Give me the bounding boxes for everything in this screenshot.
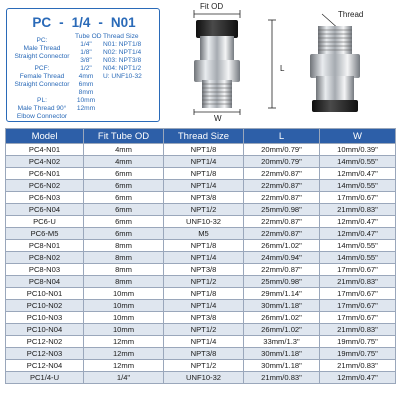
cell-model: PC12-N03 [6, 348, 84, 360]
tube-od-value: 6mm [78, 81, 94, 88]
cell-thread-size: UNF10-32 [164, 216, 244, 228]
cell-fit-tube-od: 6mm [84, 228, 164, 240]
cell-l: 30mm/1.18" [244, 348, 320, 360]
dimension-table [5, 128, 396, 384]
type-pc-code: PC: [36, 37, 48, 44]
cell-fit-tube-od: 10mm [84, 300, 164, 312]
thread-size-value: N04: NPT1/2 [103, 65, 142, 72]
cell-l: 21mm/0.83" [244, 372, 320, 384]
cell-model: PC6-N01 [6, 168, 84, 180]
cell-model: PC6-M5 [6, 228, 84, 240]
cell-l: 20mm/0.79" [244, 156, 320, 168]
cell-fit-tube-od: 8mm [84, 276, 164, 288]
cell-thread-size: NPT1/2 [164, 276, 244, 288]
cell-thread-size: NPT1/4 [164, 336, 244, 348]
table-row [6, 276, 396, 288]
cell-fit-tube-od: 4mm [84, 156, 164, 168]
thread-label: Thread [338, 10, 364, 19]
cell-model: PC6-U [6, 216, 84, 228]
cell-fit-tube-od: 4mm [84, 144, 164, 156]
table-row [6, 264, 396, 276]
type-pl-code: PL: [37, 97, 47, 104]
tube-od-value: 3/8" [80, 57, 92, 64]
model-code-title [7, 13, 161, 31]
cell-w: 14mm/0.55" [320, 156, 396, 168]
table-row [6, 144, 396, 156]
cell-w: 17mm/0.67" [320, 288, 396, 300]
table-row [6, 228, 396, 240]
cell-thread-size: NPT3/8 [164, 192, 244, 204]
code-part-dash-2: - [98, 14, 103, 30]
table-row [6, 156, 396, 168]
cell-thread-size: NPT3/8 [164, 312, 244, 324]
cell-l: 22mm/0.87" [244, 192, 320, 204]
tube-od-value: 4mm [78, 73, 94, 80]
code-part-dash-1: - [59, 14, 64, 30]
cell-fit-tube-od: 12mm [84, 336, 164, 348]
cell-w: 17mm/0.67" [320, 192, 396, 204]
table-row [6, 168, 396, 180]
thread-size-value: N03: NPT3/8 [103, 57, 142, 64]
w-label: W [214, 114, 222, 123]
thread-size-value: N02: NPT1/4 [103, 49, 142, 56]
cell-thread-size: NPT1/8 [164, 288, 244, 300]
fit-od-label: Fit OD [200, 2, 224, 11]
cell-l: 30mm/1.18" [244, 360, 320, 372]
cell-l: 22mm/0.87" [244, 264, 320, 276]
cell-thread-size: NPT1/4 [164, 180, 244, 192]
tube-od-value: 12mm [76, 105, 96, 112]
type-pc-line2: Straight Connector [14, 53, 70, 60]
cell-model: PC1/4-U [6, 372, 84, 384]
cell-fit-tube-od: 8mm [84, 240, 164, 252]
table-row [6, 288, 396, 300]
table-row [6, 300, 396, 312]
cell-thread-size: NPT1/8 [164, 144, 244, 156]
col-header-l: L [244, 129, 320, 144]
tube-od-header: Tube OD [75, 33, 102, 40]
cell-fit-tube-od: 6mm [84, 216, 164, 228]
cell-w: 21mm/0.83" [320, 360, 396, 372]
cell-w: 21mm/0.83" [320, 324, 396, 336]
cell-thread-size: NPT1/4 [164, 156, 244, 168]
cell-thread-size: NPT1/2 [164, 360, 244, 372]
spec-legend-box [6, 8, 160, 122]
code-part-series: PC [32, 14, 52, 30]
cell-model: PC10-N02 [6, 300, 84, 312]
cell-w: 17mm/0.67" [320, 264, 396, 276]
cell-w: 10mm/0.39" [320, 144, 396, 156]
cell-l: 25mm/0.98" [244, 276, 320, 288]
cell-fit-tube-od: 8mm [84, 264, 164, 276]
cell-w: 21mm/0.83" [320, 276, 396, 288]
cell-l: 24mm/0.94" [244, 252, 320, 264]
table-row [6, 180, 396, 192]
table-row [6, 252, 396, 264]
cell-fit-tube-od: 6mm [84, 204, 164, 216]
cell-l: 26mm/1.02" [244, 240, 320, 252]
cell-model: PC4-N01 [6, 144, 84, 156]
tube-od-value: 1/2" [80, 65, 92, 72]
cell-fit-tube-od: 10mm [84, 324, 164, 336]
straight-fitting-side-view [194, 20, 240, 108]
cell-l: 22mm/0.87" [244, 168, 320, 180]
cell-model: PC6-N02 [6, 180, 84, 192]
cell-model: PC12-N04 [6, 360, 84, 372]
type-pc-line1: Male Thread [23, 45, 61, 52]
cell-model: PC6-N04 [6, 204, 84, 216]
cell-w: 12mm/0.47" [320, 372, 396, 384]
type-pl-line2: Elbow Connector [16, 113, 68, 120]
cell-l: 22mm/0.87" [244, 180, 320, 192]
cell-thread-size: NPT1/2 [164, 204, 244, 216]
tube-od-list [75, 33, 102, 113]
cell-w: 17mm/0.67" [320, 312, 396, 324]
cell-fit-tube-od: 1/4" [84, 372, 164, 384]
table-row [6, 204, 396, 216]
cell-model: PC8-N01 [6, 240, 84, 252]
table-row [6, 348, 396, 360]
cell-thread-size: NPT3/8 [164, 348, 244, 360]
code-part-thread: N01 [110, 14, 136, 30]
table-row [6, 324, 396, 336]
cell-l: 22mm/0.87" [244, 228, 320, 240]
cell-fit-tube-od: 6mm [84, 168, 164, 180]
cell-thread-size: UNF10-32 [164, 372, 244, 384]
thread-size-list [103, 33, 159, 81]
cell-thread-size: NPT1/2 [164, 324, 244, 336]
cell-thread-size: NPT1/8 [164, 168, 244, 180]
col-header-thread-size: Thread Size [164, 129, 244, 144]
col-header-fit-tube-od: Fit Tube OD [84, 129, 164, 144]
cell-thread-size: NPT1/4 [164, 252, 244, 264]
table-row [6, 336, 396, 348]
cell-l: 22mm/0.87" [244, 216, 320, 228]
cell-w: 12mm/0.47" [320, 216, 396, 228]
fitting-drawing [172, 0, 400, 126]
cell-model: PC8-N04 [6, 276, 84, 288]
cell-l: 29mm/1.14" [244, 288, 320, 300]
cell-w: 14mm/0.55" [320, 240, 396, 252]
cell-thread-size: NPT1/8 [164, 240, 244, 252]
cell-model: PC8-N03 [6, 264, 84, 276]
cell-w: 12mm/0.47" [320, 168, 396, 180]
cell-fit-tube-od: 10mm [84, 312, 164, 324]
table-row [6, 240, 396, 252]
table-row [6, 216, 396, 228]
cell-fit-tube-od: 12mm [84, 360, 164, 372]
l-label: L [280, 64, 285, 73]
cell-w: 21mm/0.83" [320, 204, 396, 216]
cell-w: 14mm/0.55" [320, 252, 396, 264]
type-pcf-code: PCF: [34, 65, 50, 72]
table-row [6, 192, 396, 204]
cell-thread-size: NPT3/8 [164, 264, 244, 276]
cell-fit-tube-od: 6mm [84, 192, 164, 204]
cell-model: PC10-N01 [6, 288, 84, 300]
cell-fit-tube-od: 6mm [84, 180, 164, 192]
tube-od-value: 1/4" [80, 41, 92, 48]
type-pcf-line2: Straight Connector [14, 81, 70, 88]
tube-od-value: 1/8" [80, 49, 92, 56]
cell-w: 19mm/0.75" [320, 348, 396, 360]
cell-model: PC10-N04 [6, 324, 84, 336]
product-images [172, 0, 400, 126]
cell-model: PC6-N03 [6, 192, 84, 204]
cell-fit-tube-od: 12mm [84, 348, 164, 360]
cell-fit-tube-od: 8mm [84, 252, 164, 264]
cell-w: 17mm/0.67" [320, 300, 396, 312]
cell-l: 20mm/0.79" [244, 144, 320, 156]
cell-w: 12mm/0.47" [320, 228, 396, 240]
cell-l: 25mm/0.98" [244, 204, 320, 216]
thread-size-value: U: UNF10-32 [103, 73, 142, 80]
col-header-w: W [320, 129, 396, 144]
cell-model: PC12-N02 [6, 336, 84, 348]
cell-l: 26mm/1.02" [244, 312, 320, 324]
connector-type-list [11, 33, 73, 121]
table-header-row [6, 129, 396, 144]
type-pcf-line1: Female Thread [19, 73, 65, 80]
tube-od-value: 10mm [76, 97, 96, 104]
cell-fit-tube-od: 10mm [84, 288, 164, 300]
cell-l: 33mm/1.3" [244, 336, 320, 348]
table-row [6, 372, 396, 384]
cell-thread-size: M5 [164, 228, 244, 240]
cell-w: 19mm/0.75" [320, 336, 396, 348]
thread-size-header: Thread Size [103, 33, 139, 40]
col-header-model: Model [6, 129, 84, 144]
type-pl-line1: Male Thread 90° [17, 105, 67, 112]
code-part-tube-od: 1/4 [71, 14, 91, 30]
tube-od-value: 8mm [78, 89, 94, 96]
table-row [6, 312, 396, 324]
cell-model: PC10-N03 [6, 312, 84, 324]
cell-model: PC8-N02 [6, 252, 84, 264]
cell-l: 30mm/1.18" [244, 300, 320, 312]
straight-fitting-thread-view [310, 14, 360, 112]
cell-thread-size: NPT1/4 [164, 300, 244, 312]
cell-l: 26mm/1.02" [244, 324, 320, 336]
table-row [6, 360, 396, 372]
thread-size-value: N01: NPT1/8 [103, 41, 142, 48]
cell-model: PC4-N02 [6, 156, 84, 168]
cell-w: 14mm/0.55" [320, 180, 396, 192]
